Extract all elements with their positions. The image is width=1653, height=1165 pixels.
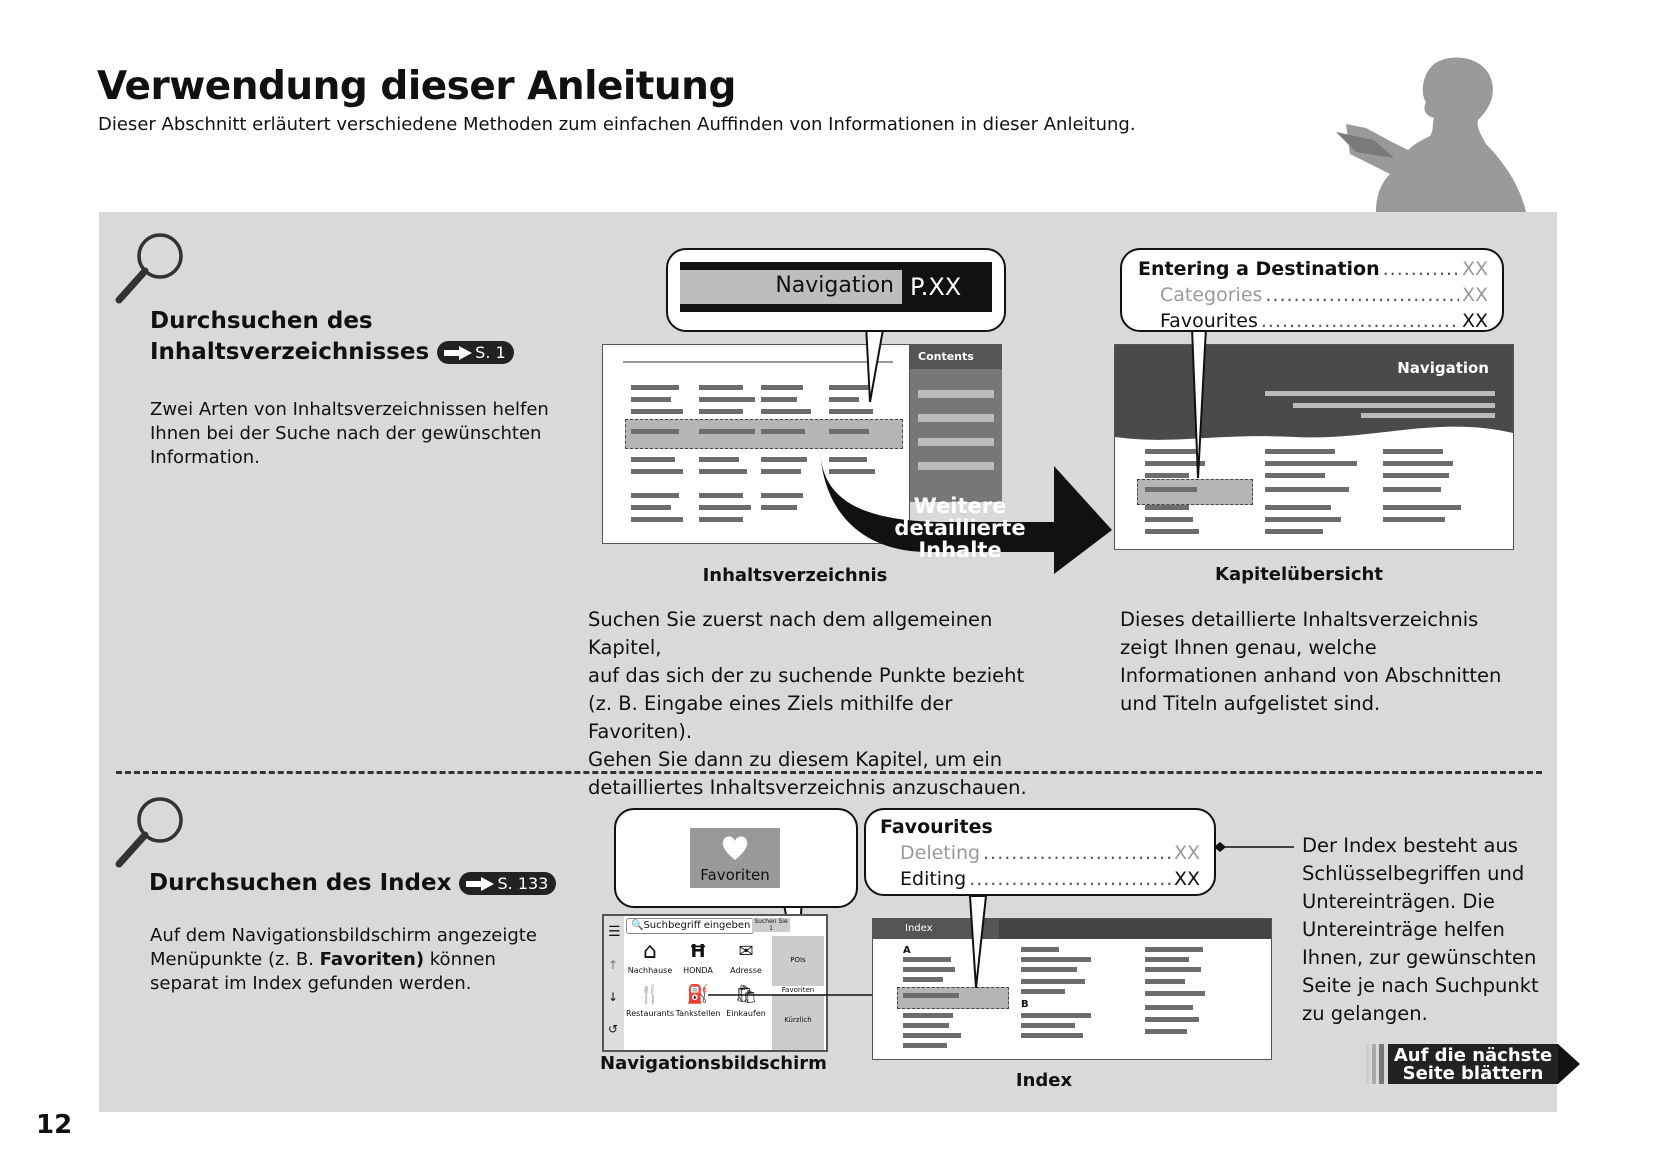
magnifier-icon [112,228,192,308]
restaurant-icon: 🍴 [638,984,662,1005]
arrow-right-icon [465,876,495,892]
toc-callout: Navigation P.XX [666,248,1006,332]
next-page-button[interactable]: Auf die nächste Seite blättern [1388,1044,1558,1084]
favorite-callout [614,808,858,908]
grid-restaurants[interactable]: 🍴 Restaurants [626,981,674,1018]
section-body-contents: Zwei Arten von Inhaltsverzeichnissen helfen Ihnen bei der Suche nach der gewünschten Information. [150,399,549,468]
callout-pointer [1190,328,1214,478]
callout-row: Entering a Destination ..... XX [1138,256,1488,282]
favorite-button[interactable]: Favoriten [690,828,780,888]
section-heading-index: Durchsuchen des Index S. 133 [149,868,556,899]
caption-toc: Inhaltsverzeichnis [702,565,888,586]
shopping-icon: 🛍 [734,984,758,1005]
chapter-callout [1120,248,1504,332]
grid-home[interactable]: ⌂ Nachhause [627,939,673,975]
magnifier-icon [112,792,192,872]
page-number: 12 [36,1110,73,1140]
page-ref-badge[interactable]: S. 133 [459,872,556,895]
side-item[interactable]: POIs [790,956,806,964]
grid-shopping[interactable]: 🛍 Einkaufen [722,981,770,1018]
grid-address[interactable]: ✉ Adresse [722,938,770,975]
desc-index: Der Index besteht aus Schlüsselbegriffen und Untereinträgen. Die Untereinträge helfen Ihnen, zur gewünschten Seite je nach Suchpunkt zu gelangen. [1302,834,1539,1025]
callout-row: Editing ..... XX [880,866,1200,892]
next-button-stripes [1366,1044,1388,1084]
chapter-page-illustration: Navigation [1114,344,1514,550]
toc-side-tab: Contents [910,344,1002,502]
desc-toc: Suchen Sie zuerst nach dem allgemeinen Kapitel, auf das sich der zu suchende Punkte bezieht (z. B. Eingabe eines Ziels mithilfe der Favoriten). Gehen Sie dann zu diesem Kapitel, um ein detailliertes Inhaltsverzeichnis anzuschauen. [588,608,1027,799]
grid-honda[interactable]: Ħ HONDA [674,938,722,975]
house-icon: ⌂ [643,939,657,964]
index-page-illustration: Index A B [872,918,1272,1060]
grid-gas[interactable]: ⛽ Tankstellen [674,981,722,1018]
callout-row: Deleting ..... XX [880,840,1200,866]
page-title: Verwendung dieser Anleitung [97,64,736,109]
arrow-right-icon [443,345,473,361]
side-item[interactable]: Favoriten [772,986,824,994]
back-icon[interactable]: ↺ [608,1022,619,1036]
callout-row: Favourites [880,816,993,838]
search-icon: 🔍 [631,920,644,931]
nav-screen-illustration: ☰ ↑ ↓ ↺ 🔍Suchbegriff eingeben Suchen Sie 1 POIs Favoriten Kürzlich ⌂ Nachhause Ħ HONDA ✉ Adresse 🍴 Restaurants ⛽ Tankstellen 🛍 Einkaufen [602,914,828,1052]
callout-pointer [862,324,892,404]
section-heading-contents: Durchsuchen des Inhaltsverzeichnisses S. 1 [150,306,514,368]
caption-nav: Navigationsbildschirm [600,1053,827,1074]
section-body-index: Auf dem Navigationsbildschirm angezeigte Menüpunkte (z. B. Favoriten) können separat im Index gefunden werden. [150,925,537,994]
search-input[interactable]: 🔍Suchbegriff eingeben [626,918,754,934]
desc-chapter: Dieses detaillierte Inhaltsverzeichnis zeigt Ihnen genau, welche Informationen anhand von Abschnitten und Titeln aufgelistet sind. [1120,608,1502,715]
index-callout [864,808,1216,896]
nav-grid [626,938,772,1018]
callout-pointer [968,896,992,988]
caption-index: Index [1015,1070,1073,1091]
callout-row: Categories ..... XX [1138,282,1488,308]
menu-icon[interactable]: ☰ [608,924,621,940]
connector-line [1212,840,1294,854]
address-icon: ✉ [738,941,754,962]
honda-logo-icon: Ħ [689,941,707,962]
arrow-label: Weitere detaillierte Inhalte [894,494,1026,562]
callout-row: Favourites ..... XX [1138,308,1488,334]
heart-icon [720,834,750,862]
page-ref-badge[interactable]: S. 1 [437,341,514,364]
arrow-down-icon[interactable]: ↓ [608,990,619,1004]
caption-chapter: Kapitelübersicht [1215,564,1383,585]
arrow-up-icon[interactable]: ↑ [608,958,619,972]
section-divider [116,771,1542,774]
chevron-right-icon[interactable] [1558,1044,1582,1084]
page-subtitle: Dieser Abschnitt erläutert verschiedene Methoden zum einfachen Auffinden von Informationen in dieser Anleitung. [98,114,1136,135]
side-item[interactable]: Kürzlich [784,1016,812,1024]
fuel-icon: ⛽ [686,984,710,1005]
reading-person-illustration [1336,54,1566,212]
